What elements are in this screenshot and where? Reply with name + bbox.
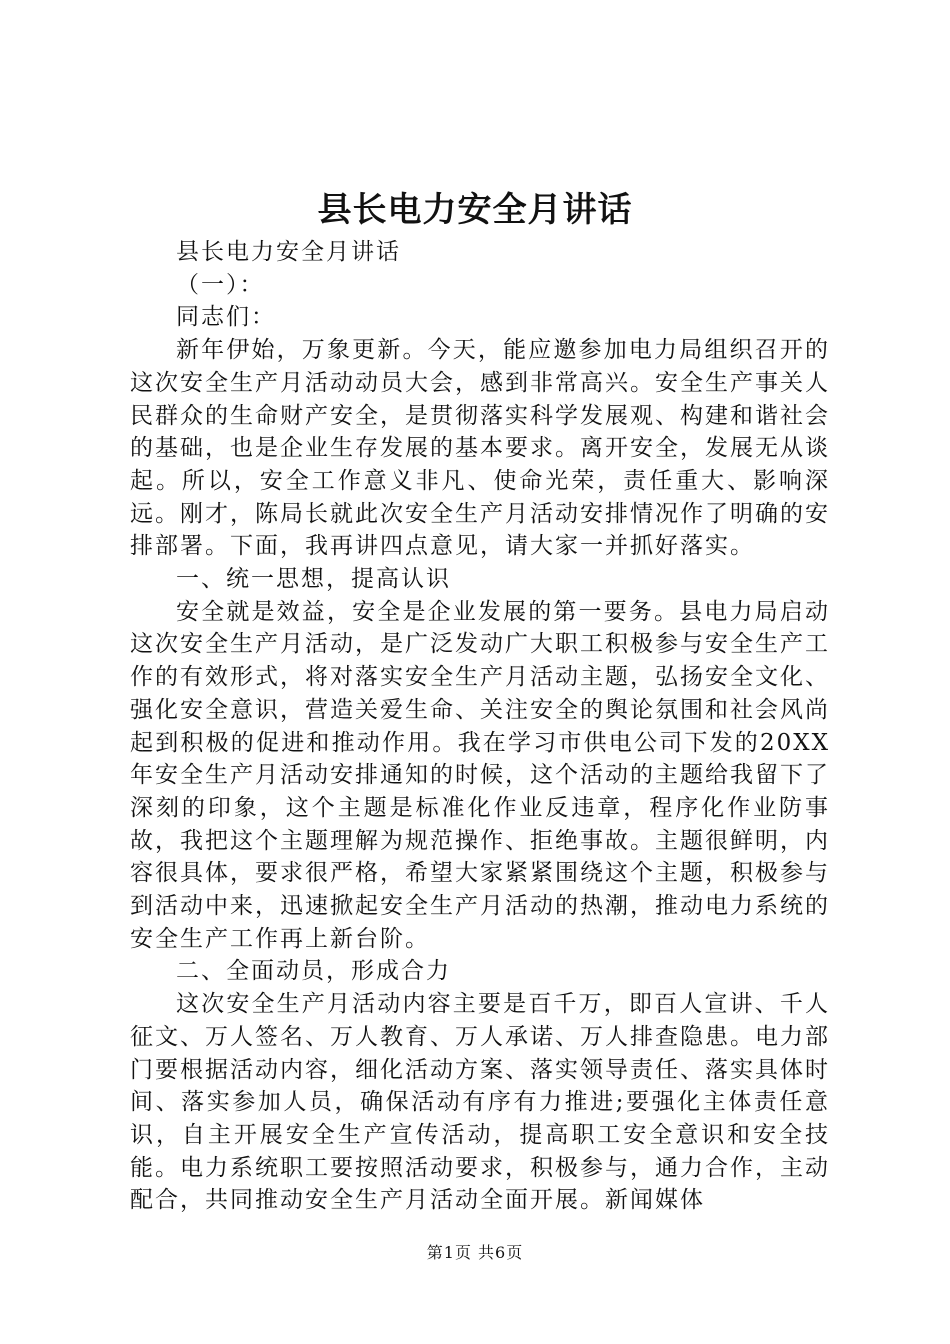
salutation: 同志们：: [176, 304, 276, 331]
body-paragraph: 安全就是效益，安全是企业发展的第一要务。县电力局启动这次安全生产月活动，是广泛发动广大职工积极参与安全生产工作的有效形式，将对落实安全生产月活动主题，弘扬安全文化、强化安全意识，营造关爱生命、关注安全的舆论氛围和社会风尚起到积极的促进和推动作用。我在学习市供电公司下发的20XX年安全生产月活动安排通知的时候，这个活动的主题给我留下了深刻的印象，这个主题是标准化作业反违章，程序化作业防事故，我把这个主题理解为规范操作、拒绝事故。主题很鲜明，内容很具体，要求很严格，希望大家紧紧围绕这个主题，积极参与到活动中来，迅速掀起安全生产月活动的热潮，推动电力系统的安全生产工作再上新台阶。: [130, 598, 830, 952]
document-body: [130, 236, 830, 1217]
body-paragraph: 这次安全生产月活动内容主要是百千万，即百人宣讲、千人征文、万人签名、万人教育、万人承诺、万人排查隐患。电力部门要根据活动内容，细化活动方案、落实领导责任、落实具体时间、落实参加人员，确保活动有序有力推进;要强化主体责任意识，自主开展安全生产宣传活动，提高职工安全意识和安全技能。电力系统职工要按照活动要求，积极参与，通力合作，主动配合，共同推动安全生产月活动全面开展。新闻媒体: [130, 991, 830, 1214]
document-title: 县长电力安全月讲话: [317, 190, 633, 230]
section-heading: 二、全面动员，形成合力: [176, 958, 451, 985]
section-heading: 一、统一思想，提高认识: [176, 566, 451, 593]
body-paragraph: 新年伊始，万象更新。今天，能应邀参加电力局组织召开的这次安全生产月活动动员大会，感到非常高兴。安全生产事关人民群众的生命财产安全，是贯彻落实科学发展观、构建和谐社会的基础，也是企业生存发展的基本要求。离开安全，发展无从谈起。所以，安全工作意义非凡、使命光荣，责任重大、影响深远。刚才，陈局长就此次安全生产月活动安排情况作了明确的安排部署。下面，我再讲四点意见，请大家一并抓好落实。: [130, 337, 830, 560]
page-number-footer: 第1页 共6页: [426, 1243, 524, 1262]
section-marker: （一）：: [176, 271, 265, 298]
subtitle-paragraph: 县长电力安全月讲话: [176, 239, 401, 265]
